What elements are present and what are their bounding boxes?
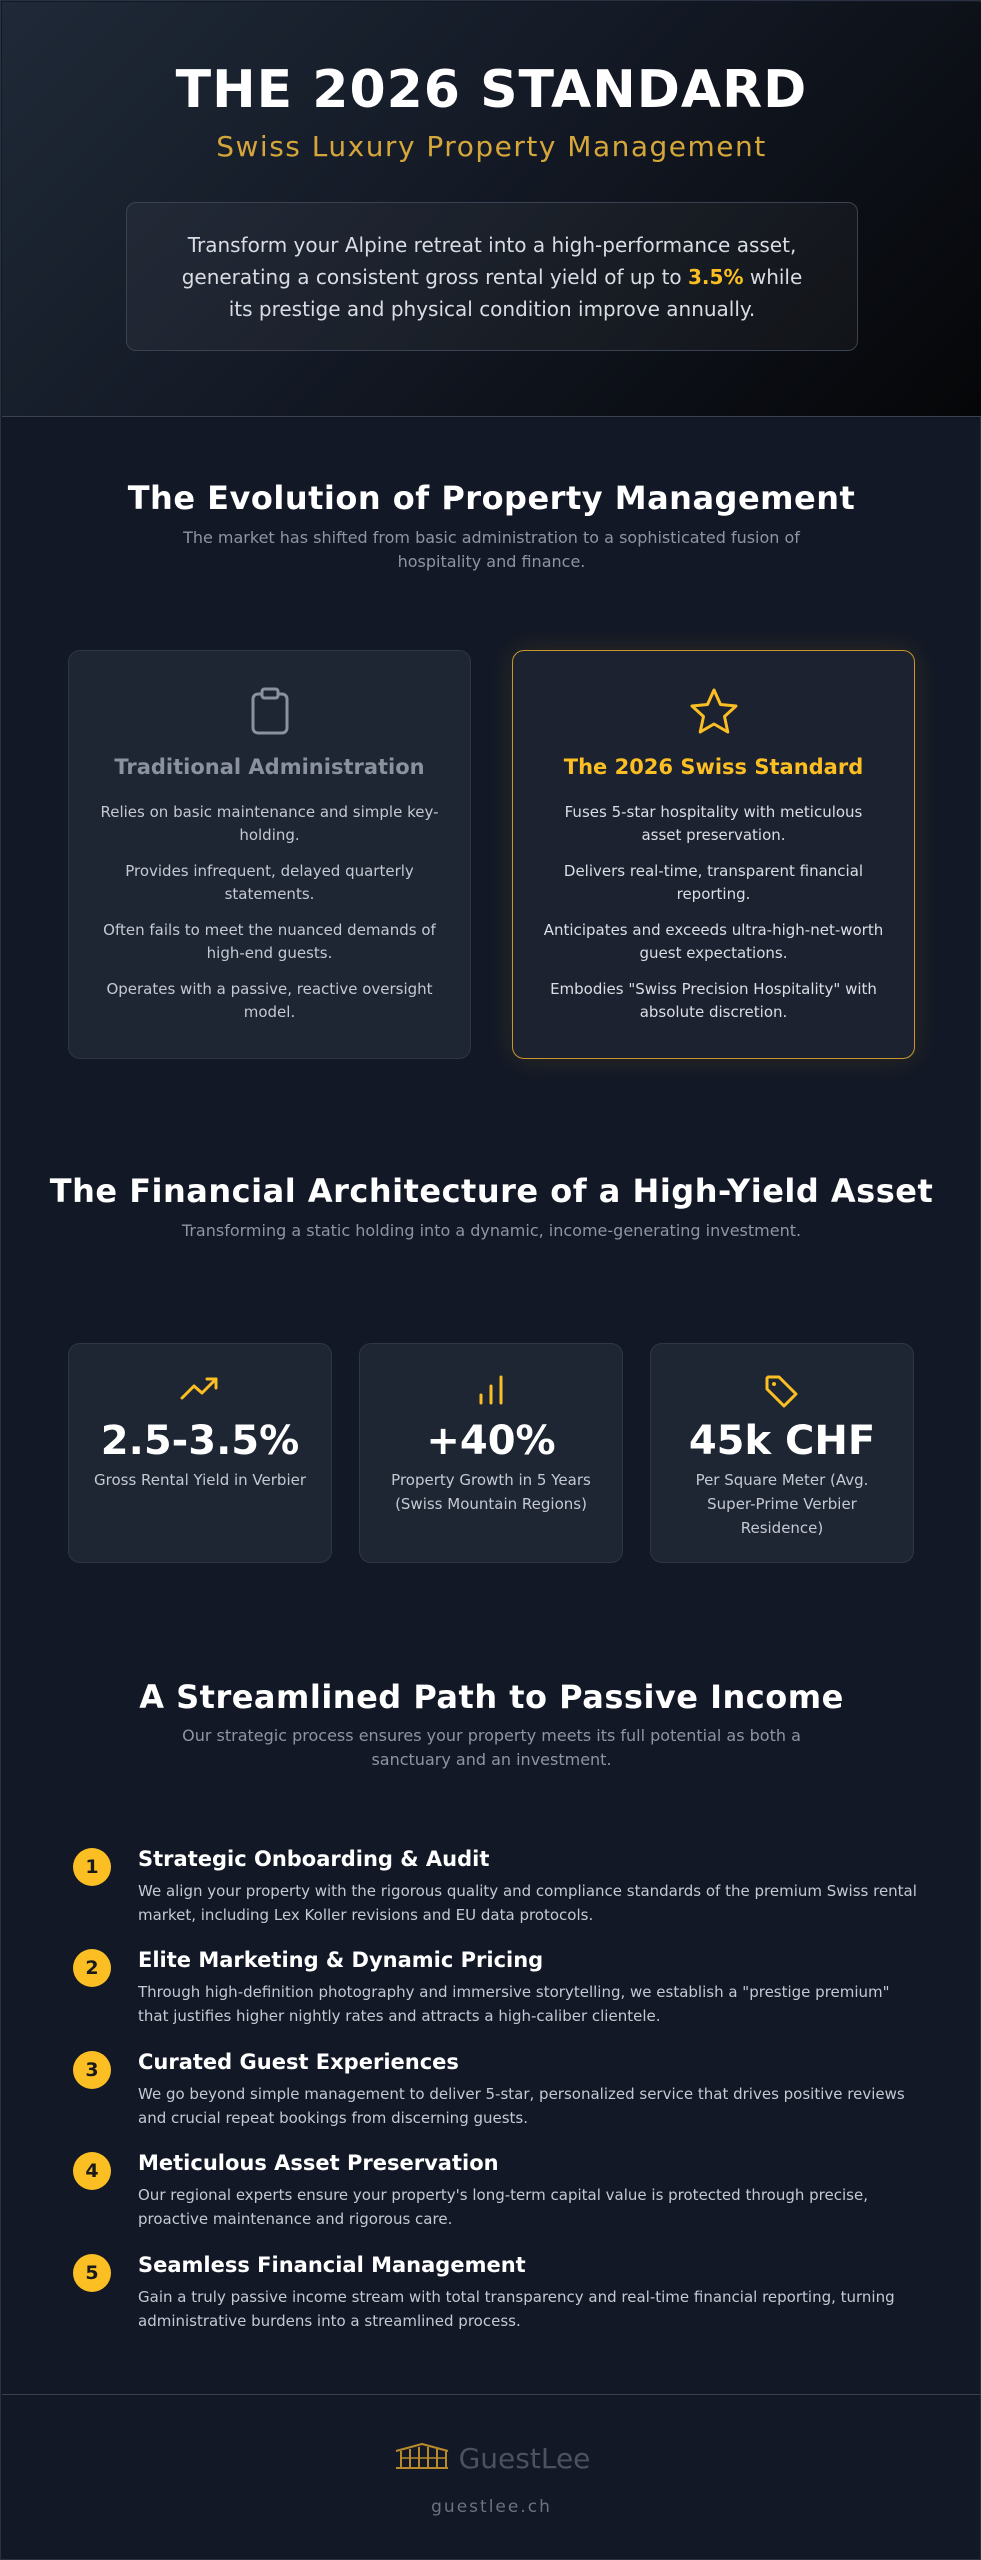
stat-value: 45k CHF [688,1418,876,1464]
trending-up-icon [69,1374,331,1402]
step-number: 4 [73,2152,111,2190]
traditional-title: Traditional Administration [114,755,425,779]
brand-logo[interactable] [1,2441,981,2475]
star-icon [513,687,914,735]
hero-subtitle: Swiss Luxury Property Management [216,130,767,163]
chalet-logo-icon [393,2441,451,2475]
stat-value: +40% [426,1418,556,1464]
step-description: Gain a truly passive income stream with total transparency and real-time financial reporting, turning administrative burdens into a streamlined process. [138,2288,895,2330]
step-title: Meticulous Asset Preservation [138,2151,499,2175]
stat-card-growth [359,1343,623,1563]
footer-url-link[interactable]: guestlee.ch [431,2497,552,2517]
swiss-standard-title: The 2026 Swiss Standard [563,755,864,779]
step-description: We align your property with the rigorous quality and compliance standards of the premium Swiss rental market, including Lex Koller revisions and EU data protocols. [138,1882,917,1924]
list-item: Operates with a passive, reactive oversight model. [106,980,433,1021]
step-title: Seamless Financial Management [138,2253,526,2277]
intro-text: Transform your Alpine retreat into a high-performance asset, generating a consistent gross rental yield of up to [181,233,797,289]
footer-divider [2,2394,981,2395]
list-item: Relies on basic maintenance and simple key-holding. [100,803,439,844]
hero-intro-box [126,202,858,351]
step-number: 5 [73,2254,111,2292]
stat-label: Gross Rental Yield in Verbier [93,1471,307,1489]
step-title: Strategic Onboarding & Audit [138,1847,490,1871]
stat-card-yield [68,1343,332,1563]
traditional-points [99,801,440,1037]
financial-title: The Financial Architecture of a High-Yield Asset [49,1172,934,1210]
step-title: Elite Marketing & Dynamic Pricing [138,1948,544,1972]
step-description: We go beyond simple management to deliver 5-star, personalized service that drives positive reviews and crucial repeat bookings from discerning guests. [138,2085,905,2127]
step-description: Our regional experts ensure your property's long-term capital value is protected through precise, proactive maintenance and rigorous care. [138,2186,868,2228]
path-description: Our strategic process ensures your property meets its full potential as both a sanctuary and an investment. [182,1726,801,1769]
swiss-standard-points [543,801,884,1037]
price-tag-icon [651,1374,913,1410]
list-item: Delivers real-time, transparent financial reporting. [563,862,864,903]
hero-section [2,2,981,417]
stat-value: 2.5-3.5% [100,1418,300,1464]
list-item: Anticipates and exceeds ultra-high-net-worth guest expectations. [543,921,884,962]
hero-title: THE 2026 STANDARD [175,60,808,120]
swiss-standard-card [512,650,915,1059]
stat-label: Per Square Meter (Avg. Super-Prime Verbier Residence) [695,1471,869,1537]
step-description: Through high-definition photography and immersive storytelling, we establish a "prestige premium" that justifies higher nightly rates and attracts a high-caliber clientele. [138,1983,890,2025]
evolution-title: The Evolution of Property Management [127,479,856,517]
intro-text-end: while its prestige and physical condition improve annually. [228,265,803,321]
evolution-description: The market has shifted from basic administration to a sophisticated fusion of hospitality and finance. [183,528,800,571]
clipboard-icon [69,687,470,735]
step-number: 1 [73,1848,111,1886]
bar-chart-icon [360,1374,622,1406]
step-title: Curated Guest Experiences [138,2050,459,2074]
list-item: Embodies "Swiss Precision Hospitality" with absolute discretion. [550,980,877,1021]
stat-card-price [650,1343,914,1563]
step-number: 2 [73,1949,111,1987]
financial-description: Transforming a static holding into a dynamic, income-generating investment. [181,1221,802,1240]
yield-highlight: 3.5% [688,265,744,289]
path-title: A Streamlined Path to Passive Income [139,1678,844,1716]
traditional-card [68,650,471,1059]
stat-label: Property Growth in 5 Years (Swiss Mountain Regions) [391,1471,591,1513]
list-item: Often fails to meet the nuanced demands of high-end guests. [103,921,436,962]
list-item: Fuses 5-star hospitality with meticulous asset preservation. [564,803,863,844]
step-number: 3 [73,2051,111,2089]
list-item: Provides infrequent, delayed quarterly statements. [125,862,414,903]
brand-name: GuestLee [458,2441,591,2475]
